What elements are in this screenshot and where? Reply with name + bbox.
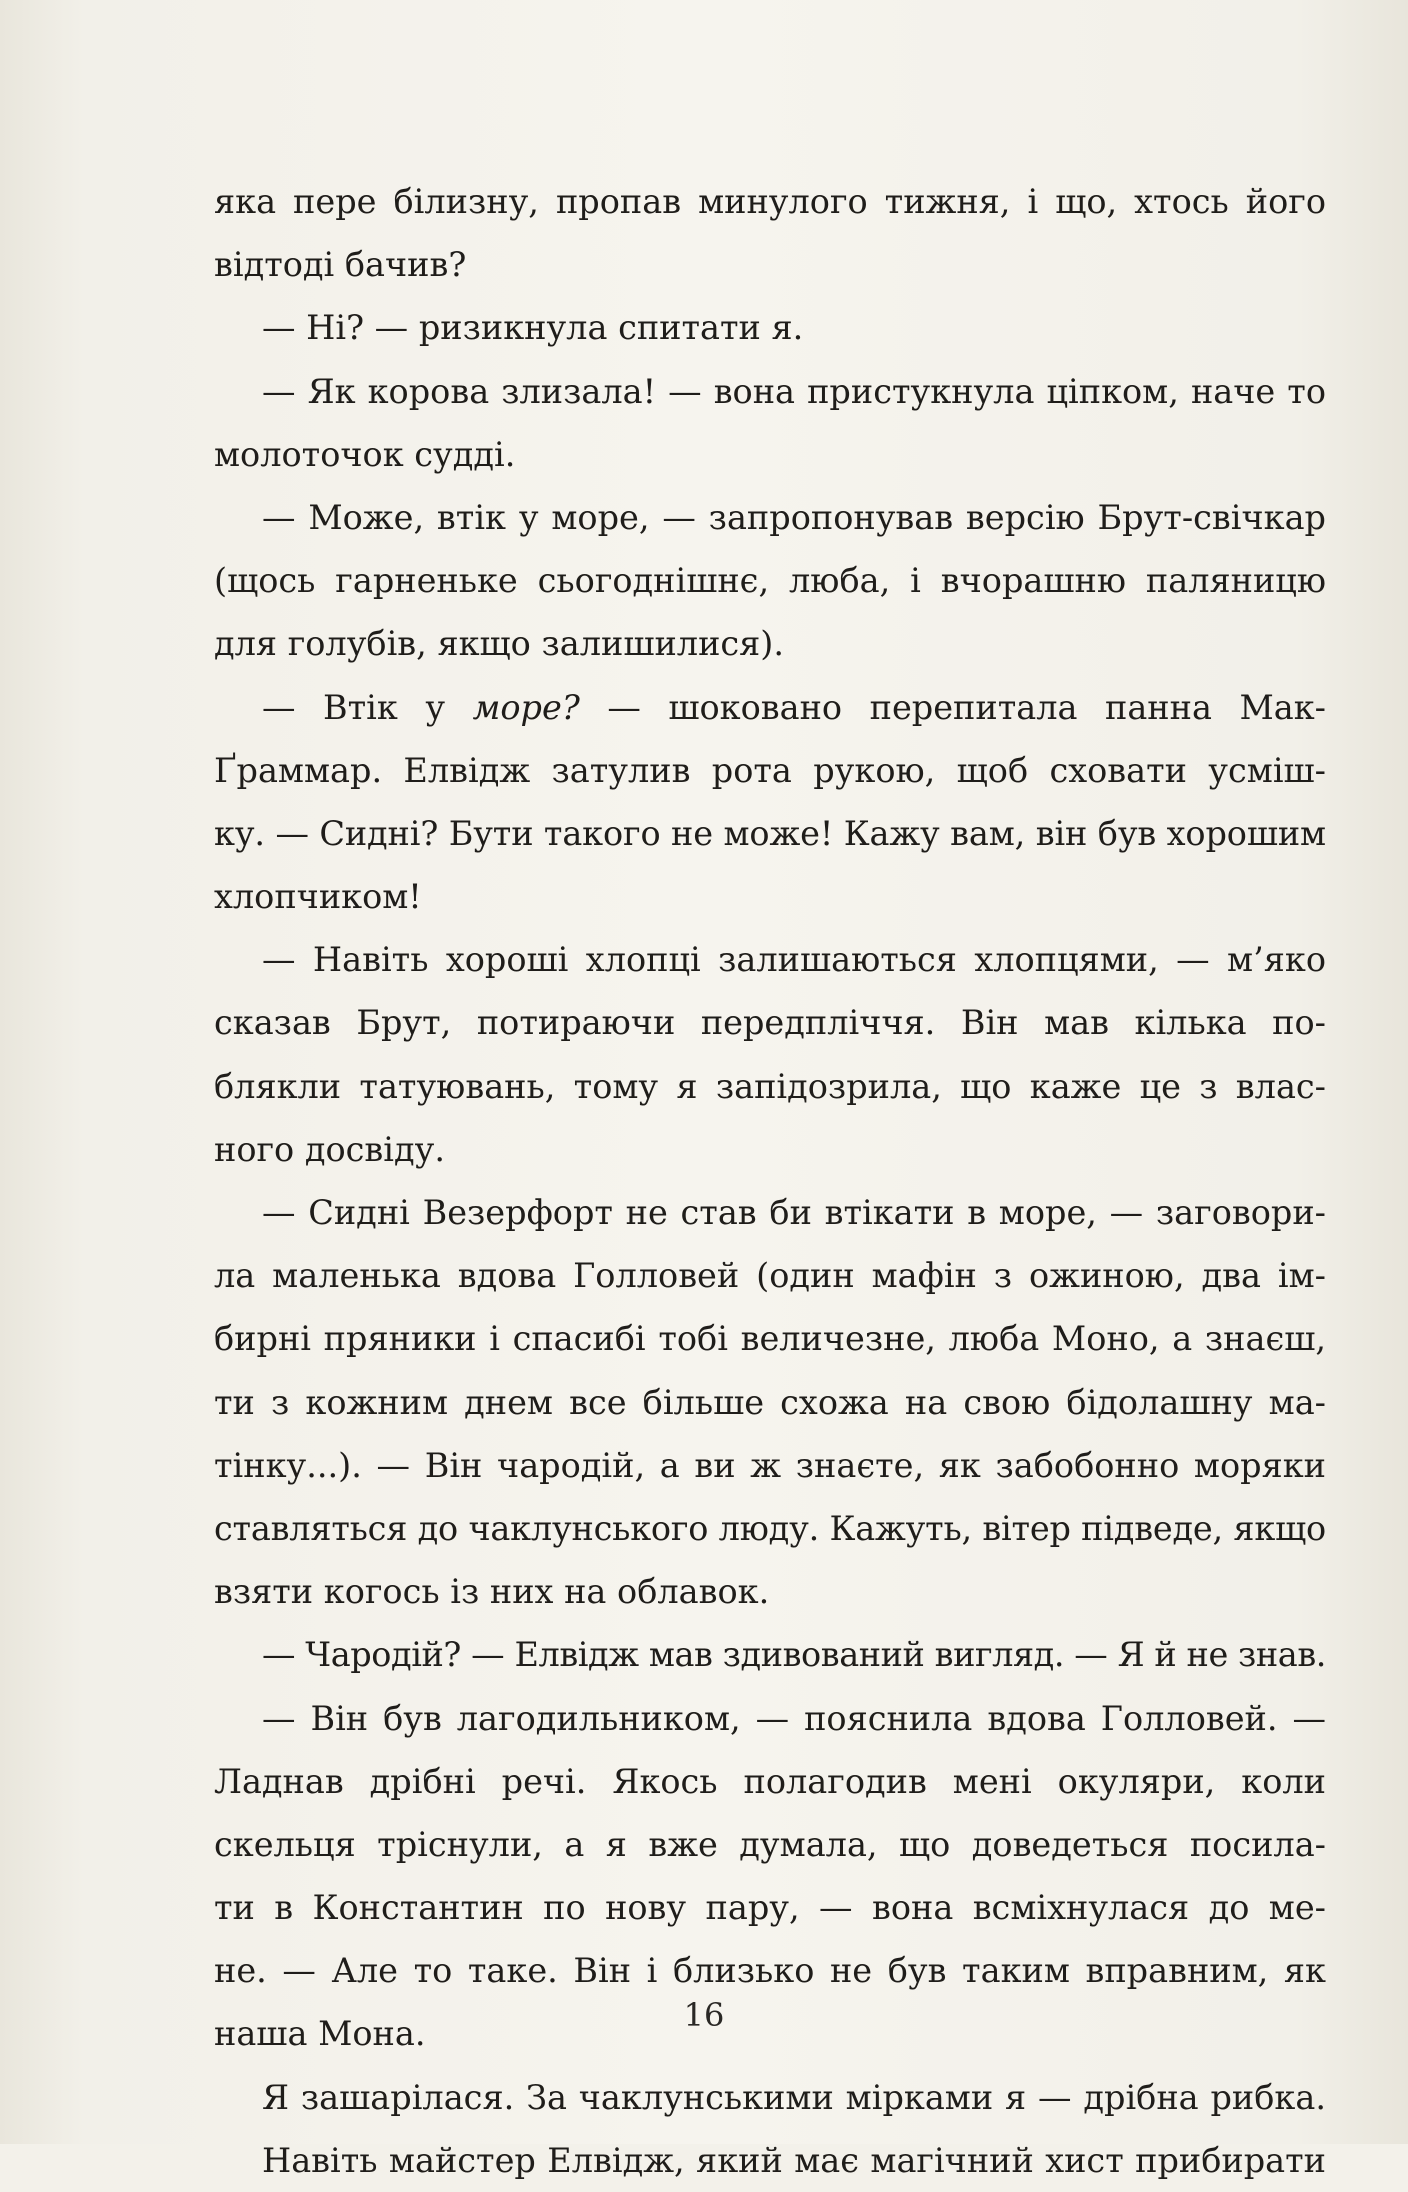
text-line: Навіть майстер Елвідж, який має магічний хист прибирати <box>262 2140 1326 2180</box>
text-line: — Як корова злизала! — вона пристукнула ціпком, наче то <box>262 371 1326 411</box>
text-line: — Навіть хороші хлопці залишаються хлопцями, — м’яко <box>262 940 1326 980</box>
text-line: — Сидні Везерфорт не став би втікати в море, — заговори- <box>262 1193 1326 1232</box>
text-line: молоточок судді. <box>214 434 516 474</box>
text-line-with-italic: — Втік у море? — шоковано перепитала панна Мак- <box>262 687 1326 727</box>
text-line: Я зашарілася. За чаклунськими мірками я — дрібна рибка. <box>262 2077 1326 2117</box>
text-line: ти з кожним днем все більше схожа на свою бідолашну ма- <box>214 1382 1326 1422</box>
text-line: — Ні? — ризикнула спитати я. <box>262 308 804 348</box>
body-text <box>214 170 1326 2192</box>
text-line: для голубів, якщо залишилися). <box>214 624 785 664</box>
text-line: ку. — Сидні? Бути такого не може! Кажу вам, він був хорошим <box>214 813 1326 853</box>
text-line: не. — Але то таке. Він і близько не був таким вправним, як <box>214 1951 1326 1991</box>
text-line: — Чародій? — Елвідж мав здивований вигляд. — Я й не знав. <box>262 1635 1326 1675</box>
text-line: скельця тріснули, а я вже думала, що доведеться посила- <box>214 1824 1326 1864</box>
text-line: наша Мона. <box>214 2014 426 2054</box>
text-line: бирні пряники і спасибі тобі величезне, люба Моно, а знаєш, <box>214 1319 1326 1359</box>
text-line: взяти когось із них на облавок. <box>214 1572 770 1612</box>
text-line: яка пере білизну, пропав минулого тижня, і що, хтось його <box>214 182 1326 221</box>
italic-emphasis: море? <box>472 687 580 727</box>
text-line: Ладнав дрібні речі. Якось полагодив мені окуляри, коли <box>214 1761 1326 1801</box>
text-line: (щось гарненьке сьогоднішнє, люба, і вчорашню паляницю <box>214 561 1326 601</box>
text-line: блякли татуювань, тому я запідозрила, що каже це з влас- <box>214 1066 1326 1106</box>
text-line: ного досвіду. <box>214 1129 445 1169</box>
text-line: — Може, втік у море, — запропонував версію Брут-свічкар <box>262 497 1326 537</box>
text-line: сказав Брут, потираючи передпліччя. Він мав кілька по- <box>214 1003 1326 1043</box>
text-line: ставляться до чаклунського люду. Кажуть, вітер підведе, якщо <box>214 1508 1326 1548</box>
text-line: ла маленька вдова Голловей (один мафін з ожиною, два ім- <box>214 1256 1326 1296</box>
text-line: хлопчиком! <box>214 877 422 917</box>
text-line: — Він був лагодильником, — пояснила вдова Голловей. — <box>262 1698 1326 1738</box>
text-line: відтоді бачив? <box>214 245 467 285</box>
text-line: ти в Константин по нову пару, — вона всміхнулася до ме- <box>214 1888 1326 1928</box>
text-line: тінку...). — Він чародій, а ви ж знаєте, як забобонно моряки <box>214 1445 1326 1485</box>
text-line: Ґраммар. Елвідж затулив рота рукою, щоб сховати усміш- <box>214 750 1326 790</box>
page-number: 16 <box>683 1996 725 2034</box>
